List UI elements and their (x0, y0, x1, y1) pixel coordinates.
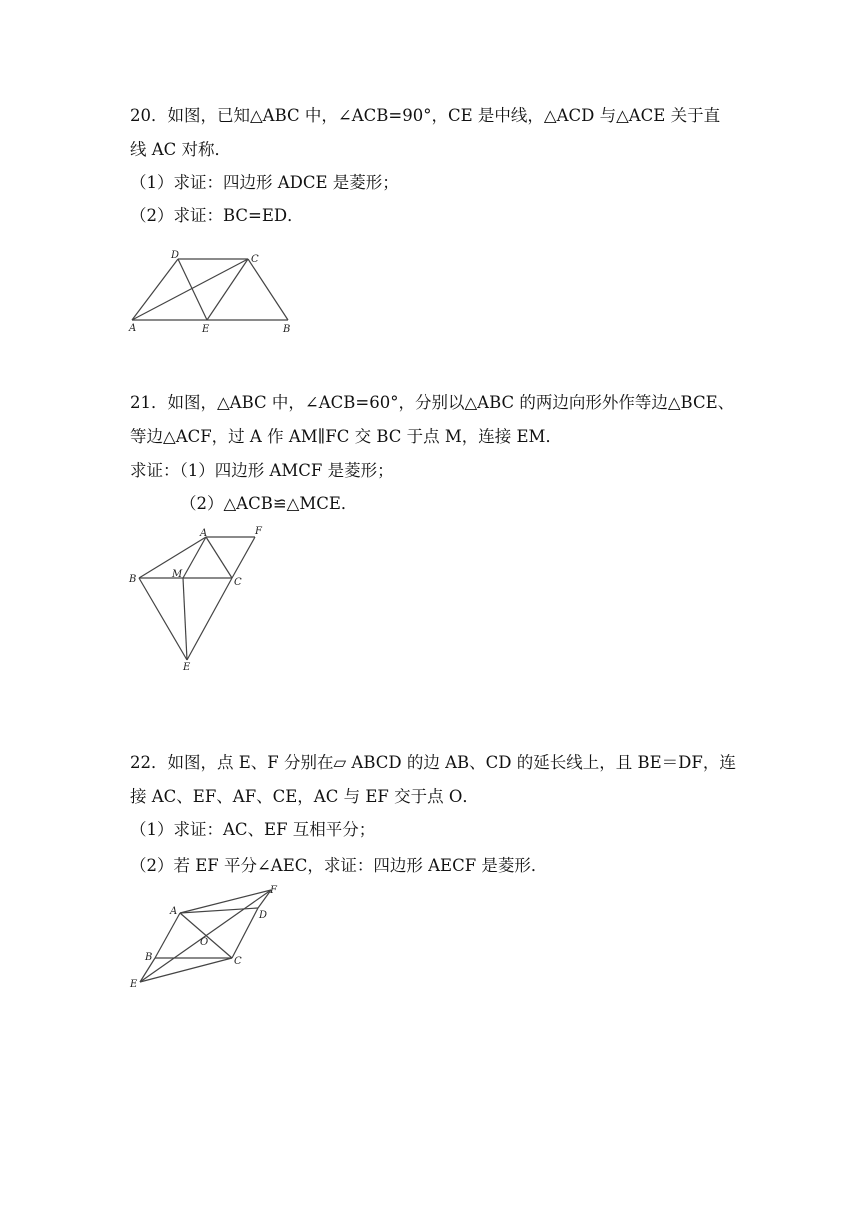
label-E: E (130, 979, 138, 990)
label-E: E (183, 662, 191, 673)
problem-21-part-2: （2）△ACB≌△MCE． (180, 494, 358, 513)
segment-EF (140, 890, 271, 982)
label-O: O (200, 937, 209, 948)
label-A: A (129, 323, 137, 334)
label-A: A (170, 906, 178, 917)
label-B: B (283, 324, 291, 335)
problem-22-line-1: 22．如图，点 E、F 分别在▱ ABCD 的边 AB、CD 的延长线上，且 BE＝DF，连 (130, 753, 736, 772)
label-C: C (251, 254, 259, 265)
label-F: F (255, 526, 262, 537)
problem-21-part-1: 求证：（1）四边形 AMCF 是菱形； (130, 461, 394, 480)
label-M: M (172, 569, 183, 580)
problem-22-part-2: （2）若 EF 平分∠AEC，求证：四边形 AECF 是菱形． (130, 856, 548, 875)
label-D: D (171, 250, 180, 261)
segment-AB (155, 913, 180, 958)
label-B: B (145, 952, 153, 963)
label-E: E (202, 324, 210, 335)
label-C: C (234, 577, 242, 588)
problem-22-part-1: （1）求证：AC、EF 互相平分； (130, 820, 376, 839)
segment-EC (140, 958, 232, 982)
problem-22-line-2: 接 AC、EF、AF、CE，AC 与 EF 交于点 O． (130, 787, 479, 806)
label-C: C (234, 956, 242, 967)
segment-DC (232, 908, 258, 958)
label-A: A (200, 528, 208, 539)
label-F: F (270, 885, 277, 896)
label-B: B (129, 574, 137, 585)
problem-21-line-1: 21．如图，△ABC 中，∠ACB=60°，分别以△ABC 的两边向形外作等边△BCE、 (130, 393, 735, 412)
problem-20-line-2: 线 AC 对称． (130, 140, 232, 159)
label-D: D (259, 910, 268, 921)
problem-20-part-1: （1）求证：四边形 ADCE 是菱形； (130, 173, 399, 192)
problem-20-part-2: （2）求证：BC=ED． (130, 206, 304, 225)
problem-21-line-2: 等边△ACF，过 A 作 AM∥FC 交 BC 于点 M，连接 EM． (130, 427, 562, 446)
problem-20-line-1: 20．如图，已知△ABC 中，∠ACB=90°，CE 是中线，△ACD 与△ACE 关于直 (130, 106, 721, 125)
